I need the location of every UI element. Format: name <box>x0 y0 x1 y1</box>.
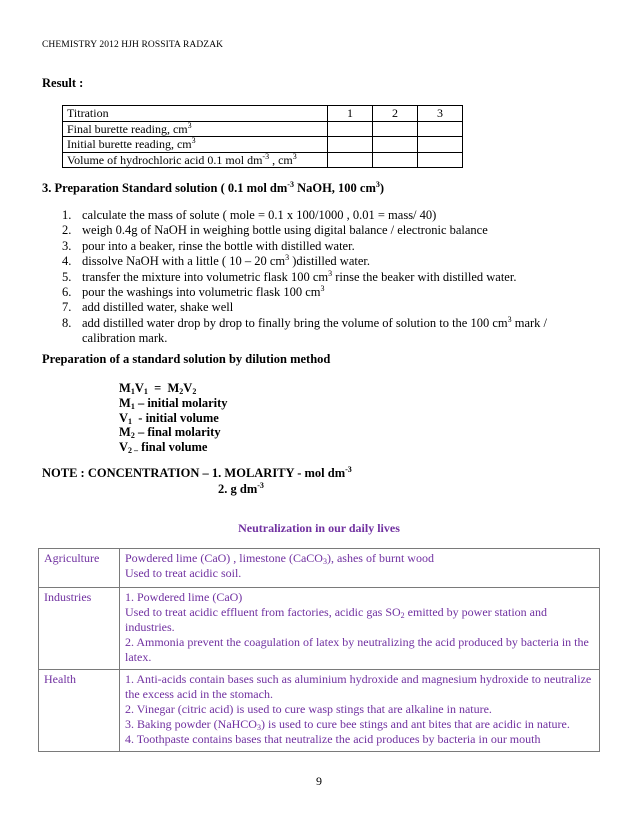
list-item: 6. pour the washings into volumetric flask 100 $cm^3$ <box>62 284 325 300</box>
note-concentration-line2: 2. g $dm^{-3}$ <box>218 481 264 496</box>
table-row <box>63 137 463 153</box>
table-header-row <box>63 106 463 122</box>
row-label-volume-hcl: Volume of hydrochloric acid 0.1 mol $dm^{-3}$ , $cm^3$ <box>63 152 328 168</box>
row-label-initial-reading: Initial burette reading, $cm^3$ <box>63 137 328 153</box>
agriculture-details: Powdered lime (CaO) , limestone (CaCO$_3$), ashes of burnt wood Used to treat acidic soil. <box>120 549 600 588</box>
list-item: 5. transfer the mixture into volumetric flask 100 $cm^3$ rinse the beaker with distilled water. <box>62 268 517 284</box>
list-item: 8. add distilled water drop by drop to finally bring the volume of solution to the 100 $cm^3$ mark / calibration mark. <box>62 314 548 346</box>
table-row <box>39 549 600 588</box>
table-row <box>39 588 600 670</box>
list-item: 1. calculate the mass of solute ( mole = 0.1 x 100/1000 , 0.01 = mass/ 40) <box>62 208 437 222</box>
category-health: Health <box>39 670 120 752</box>
header-trial-1: 1 <box>328 106 373 122</box>
page-number: 9 <box>316 774 322 788</box>
table-cell <box>373 121 418 137</box>
table-cell <box>328 152 373 168</box>
row-label-final-reading: Final burette reading, $cm^3$ <box>63 121 328 137</box>
note-concentration: NOTE : CONCENTRATION – 1. MOLARITY - mol $dm^{-3}$ <box>42 465 352 480</box>
table-cell <box>328 121 373 137</box>
table-cell <box>328 137 373 153</box>
table-cell <box>373 152 418 168</box>
dilution-heading: Preparation of a standard solution by dilution method <box>42 352 331 366</box>
header-trial-2: 2 <box>373 106 418 122</box>
definition-v2: $V_{2 -}$ final volume <box>119 440 208 456</box>
result-heading: Result : <box>42 76 84 90</box>
definition-m2: $M_2$ – final molarity <box>119 425 221 441</box>
list-item: 2. weigh 0.4g of NaOH in weighing bottle using digital balance / electronic balance <box>62 223 488 238</box>
list-item: 4. dissolve NaOH with a little ( 10 – 20 $cm^3$ )distilled water. <box>62 253 370 269</box>
header-trial-3: 3 <box>418 106 463 122</box>
dilution-equation-block <box>119 381 228 455</box>
table-cell <box>418 121 463 137</box>
table-row <box>63 152 463 168</box>
neutralization-table <box>38 548 600 752</box>
neutralization-title: Neutralization in our daily lives <box>238 521 400 535</box>
page-header: CHEMISTRY 2012 HJH ROSSITA RADZAK <box>42 40 224 50</box>
list-item: 7. add distilled water, shake well <box>62 300 234 315</box>
industries-details: 1. Powdered lime (CaO) Used to treat acidic effluent from factories, acidic gas $SO_2$ emitted by power station and industries. 2. Ammonia prevent the coagulation of latex by neutralizing the acid produced by bacteria in the latex. <box>120 588 600 670</box>
preparation-steps-list <box>62 208 582 347</box>
dilution-equation: $M_1V_1 = M_2V_2$ <box>119 381 197 396</box>
table-row <box>63 121 463 137</box>
table-cell <box>373 137 418 153</box>
definition-m1: $M_1$ – initial molarity <box>119 395 228 411</box>
table-row <box>39 670 600 752</box>
titration-table <box>62 105 463 168</box>
table-cell <box>418 152 463 168</box>
category-industries: Industries <box>39 588 120 670</box>
health-details: 1. Anti-acids contain bases such as aluminium hydroxide and magnesium hydroxide to neutralize the excess acid in the stomach. 2. Vinegar (citric acid) is used to cure wasp stings that are alkaline in nature. 3. Baking powder (NaHCO$_3$) is used to cure bee stings and ant bites that are acidic in nature. 4. Toothpaste contains bases that neutralize the acid produces by bacteria in our mouth <box>120 670 600 752</box>
header-titration: Titration <box>63 106 328 122</box>
definition-v1: $V_1$ - initial volume <box>119 410 219 426</box>
section-3-heading: 3. Preparation Standard solution ( 0.1 mol $dm^{-3}$ NaOH, 100 $cm^3$) <box>42 180 385 195</box>
list-item: 3. pour into a beaker, rinse the bottle with distilled water. <box>62 238 355 253</box>
table-cell <box>418 137 463 153</box>
category-agriculture: Agriculture <box>39 549 120 588</box>
